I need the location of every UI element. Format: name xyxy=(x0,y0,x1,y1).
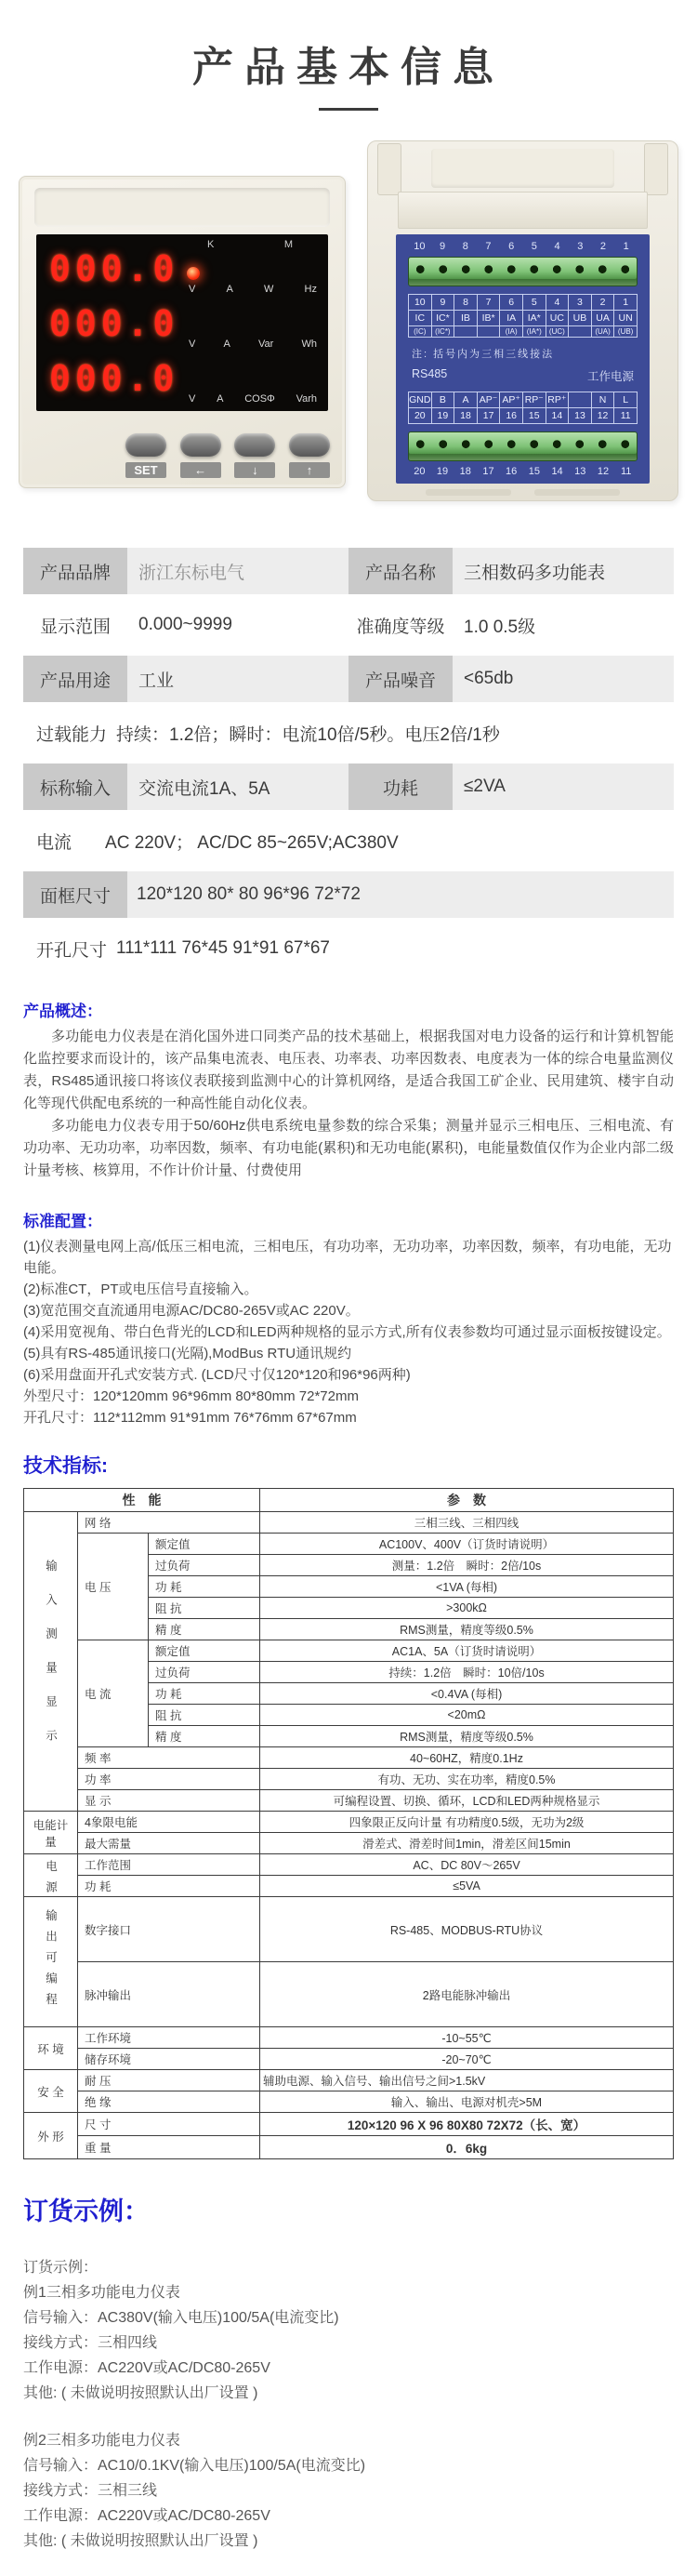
tech-group-programmable-output: 输出可编程 xyxy=(24,1897,78,2027)
tech-group-current: 电 流 xyxy=(78,1640,149,1747)
product-photo-front xyxy=(19,176,346,488)
tech-value: RMS测量，精度等级0.5% xyxy=(260,1619,674,1640)
wiring-cell: (IA*) xyxy=(523,326,546,338)
led-digits: 000.0 xyxy=(49,248,179,289)
info-label: 标称输入 xyxy=(23,764,127,810)
info-label: 产品用途 xyxy=(23,656,127,702)
comm-cell xyxy=(569,392,592,408)
table-header-row xyxy=(24,1489,674,1512)
info-row xyxy=(23,764,674,810)
tech-label: 耐 压 xyxy=(78,2070,260,2091)
order-line: 其他: ( 未做说明按照默认出厂设置 ) xyxy=(23,2533,258,2549)
led-row xyxy=(46,351,319,405)
order-line: 信号输入：AC10/0.1KV(输入电压)100/5A(电流变比) xyxy=(23,2458,366,2474)
wiring-cell xyxy=(478,326,501,338)
info-row xyxy=(23,602,674,648)
terminal-numbers-top xyxy=(408,241,638,252)
comm-table-row xyxy=(409,408,638,424)
rs485-label: RS485 xyxy=(412,367,448,381)
info-row xyxy=(23,656,674,702)
mounting-tab xyxy=(431,149,614,188)
tech-value: 三相三线、三相四线 xyxy=(260,1512,674,1534)
tech-label: 重 量 xyxy=(78,2136,260,2159)
tech-group-safety: 安 全 xyxy=(24,2070,78,2113)
wiring-cell: IA xyxy=(500,311,523,326)
comm-cell: L xyxy=(614,392,638,408)
tech-group-environment: 环 境 xyxy=(24,2027,78,2070)
led-digits: 000.0 xyxy=(49,358,179,399)
terminal-number: 17 xyxy=(482,465,494,477)
tech-label: 工作环境 xyxy=(78,2027,260,2049)
wiring-cell: (UA) xyxy=(592,326,615,338)
wiring-cell: 3 xyxy=(569,295,592,311)
comm-cell: B xyxy=(432,392,455,408)
meter-button xyxy=(234,433,275,457)
order-line: 信号输入：AC380V(输入电压)100/5A(电流变比) xyxy=(23,2310,339,2326)
tech-label: 工作范围 xyxy=(78,1854,260,1876)
standard-config-lines xyxy=(23,1236,674,1428)
meter-button xyxy=(125,433,166,457)
comm-table xyxy=(408,392,638,424)
terminal-number: 8 xyxy=(462,241,468,252)
terminal-number: 6 xyxy=(508,241,515,252)
wiring-cell: (IC*) xyxy=(432,326,455,338)
terminal-number: 12 xyxy=(597,465,610,477)
comm-cell: A xyxy=(454,392,478,408)
comm-cell: 13 xyxy=(569,408,592,424)
info-label: 产品噪音 xyxy=(348,656,453,702)
tech-value: RS-485、MODBUS-RTU协议 xyxy=(260,1897,674,1962)
tech-label: 绝 缘 xyxy=(78,2091,260,2113)
tech-value: 2路电能脉冲输出 xyxy=(260,1962,674,2027)
info-label: 产品名称 xyxy=(348,548,453,594)
wiring-cell: IB xyxy=(454,311,478,326)
terminal-number: 11 xyxy=(620,465,632,477)
unit-label: Varh xyxy=(296,393,317,405)
wiring-cell: IB* xyxy=(478,311,501,326)
product-images xyxy=(0,140,697,520)
info-label: 开孔尺寸 xyxy=(36,940,108,961)
tech-label: 功 耗 xyxy=(149,1683,260,1705)
wiring-cell: IA* xyxy=(523,311,546,326)
tech-label: 网 络 xyxy=(78,1512,260,1534)
info-row xyxy=(23,710,674,756)
tech-label: 功 率 xyxy=(78,1769,260,1790)
overview-paragraph: 多功能电力仪表专用于50/60Hz供电系统电量参数的综合采集；测量并显示三相电压、三相电流、有功功率、无功功率，功率因数，频率、有功电能(累积)和无功电能(累积)，电能量数值仅作为企业内部二级计量考核、核算用，不作计价计量、付费使用 xyxy=(23,1118,674,1178)
tech-value: 有功、无功、实在功率，精度0.5% xyxy=(260,1769,674,1790)
terminal-number: 16 xyxy=(506,465,518,477)
tech-value: 持续：1.2倍 瞬时：10倍/10s xyxy=(260,1662,674,1683)
unit-label: A xyxy=(223,339,230,350)
terminal-number: 13 xyxy=(574,465,586,477)
config-line: (1)仪表测量电网上高/低压三相电流，三相电压，有功功率，无功功率，功率因数，频率，有功电能，无功电能。 xyxy=(23,1239,672,1276)
comm-cell: 12 xyxy=(592,408,615,424)
tech-value: 40~60HZ，精度0.1Hz xyxy=(260,1747,674,1769)
led-row xyxy=(46,241,319,295)
product-info-table xyxy=(23,548,674,972)
tech-label: 功 耗 xyxy=(149,1576,260,1598)
tech-label: 储存环境 xyxy=(78,2049,260,2070)
terminal-block-top xyxy=(408,257,638,286)
tech-group-dimensions: 外 形 xyxy=(24,2113,78,2159)
info-value: 三相数码多功能表 xyxy=(464,563,606,583)
tech-label: 显 示 xyxy=(78,1790,260,1812)
tech-specs-table xyxy=(23,1488,674,2159)
tech-group-power-supply: 电源 xyxy=(24,1854,78,1897)
mounting-clip xyxy=(377,143,401,195)
wiring-cell: UB xyxy=(569,311,592,326)
tech-label: 额定值 xyxy=(149,1640,260,1662)
wiring-cell: 4 xyxy=(546,295,570,311)
wiring-cell: 2 xyxy=(592,295,615,311)
wiring-cell: 8 xyxy=(454,295,478,311)
wiring-table-row xyxy=(409,311,638,326)
order-line: 例2三相多功能电力仪表 xyxy=(23,2433,180,2449)
wiring-cell: (UB) xyxy=(614,326,638,338)
info-row xyxy=(23,871,674,918)
tech-value: AC、DC 80V～265V xyxy=(260,1854,674,1876)
info-value: 交流电流1A、5A xyxy=(138,778,270,799)
product-photo-back xyxy=(367,140,678,501)
meter-button-labels xyxy=(125,462,330,478)
order-line: 订货示例： xyxy=(23,2260,99,2276)
tech-value: ≤5VA xyxy=(260,1876,674,1897)
info-label: 准确度等级 xyxy=(356,617,445,637)
terminal-number: 2 xyxy=(599,241,607,252)
config-line: (3)宽范围交直流通用电源AC/DC80-265V或AC 220V。 xyxy=(23,1303,360,1319)
wiring-note: 注: 括号内为三相三线接法 xyxy=(412,348,555,360)
power-supply-label: 工作电源 xyxy=(586,370,634,384)
terminal-number: 10 xyxy=(414,241,426,252)
wiring-cell: 6 xyxy=(500,295,523,311)
tech-value: -20~70℃ xyxy=(260,2049,674,2070)
wiring-cell: IC xyxy=(409,311,432,326)
comm-cell: N xyxy=(592,392,615,408)
unit-label: A xyxy=(217,393,224,405)
meter-top-slot xyxy=(34,188,330,227)
info-value: <65db xyxy=(464,669,514,688)
meter-button-row xyxy=(125,433,330,457)
wiring-table-row xyxy=(409,295,638,311)
led-digits: 000.0 xyxy=(49,303,179,344)
header-parameter: 参 数 xyxy=(260,1489,674,1512)
overview-section xyxy=(23,998,674,1182)
tech-value: AC1A、5A（订货时请说明） xyxy=(260,1640,674,1662)
tech-label: 功 耗 xyxy=(78,1876,260,1897)
unit-label: A xyxy=(226,284,233,295)
info-row xyxy=(23,925,674,972)
config-line: 开孔尺寸：112*112mm 91*91mm 76*76mm 67*67mm xyxy=(23,1410,357,1426)
interface-labels xyxy=(404,367,641,384)
info-row xyxy=(23,548,674,594)
set-button-label: SET xyxy=(125,462,166,478)
meter-button xyxy=(180,433,221,457)
unit-label: W xyxy=(264,284,274,295)
terminal-number: 19 xyxy=(436,465,449,477)
tech-value: <20mΩ xyxy=(260,1705,674,1726)
standard-config-section xyxy=(23,1208,674,1428)
unit-label: Wh xyxy=(301,339,317,350)
tech-value: RMS测量，精度等级0.5% xyxy=(260,1726,674,1747)
info-value: 0.000~9999 xyxy=(138,615,232,634)
tech-label: 频 率 xyxy=(78,1747,260,1769)
order-line: 工作电源：AC220V或AC/DC80-265V xyxy=(23,2360,270,2376)
wiring-cell: 1 xyxy=(614,295,638,311)
comm-cell: 11 xyxy=(614,408,638,424)
tech-label: 最大需量 xyxy=(78,1833,260,1854)
wiring-cell: 7 xyxy=(478,295,501,311)
comm-cell: RP⁻ xyxy=(523,392,546,408)
overview-heading: 产品概述： xyxy=(23,1003,102,1020)
tech-specs-heading: 技术指标: xyxy=(23,1455,108,1477)
terminal-number: 14 xyxy=(551,465,563,477)
overview-paragraph: 多功能电力仪表是在消化国外进口同类产品的技术基础上，根据我国对电力设备的运行和计算机智能化监控要求而设计的，该产品集电流表、电压表、功率表、功率因数表、电度表为一体的综合电量监测仪表，RS485通讯接口将该仪表联接到监测中心的计算机网络，是适合我国工矿企业、民用建筑、楼宇自动化等现代供配电系统的一种高性能自动化仪表。 xyxy=(23,1029,674,1111)
info-value: 120*120 80* 80 96*96 72*72 xyxy=(137,884,361,904)
info-value: 1.0 0.5级 xyxy=(464,617,536,637)
terminal-number: 3 xyxy=(577,241,584,252)
terminal-number: 9 xyxy=(439,241,446,252)
info-label: 显示范围 xyxy=(39,617,111,637)
wiring-cell: UN xyxy=(614,311,638,326)
led-unit-labels xyxy=(189,339,317,350)
wiring-cell: 10 xyxy=(409,295,432,311)
comm-cell: 20 xyxy=(409,408,432,424)
info-value: ≤2VA xyxy=(464,777,506,796)
tech-label: 阻 抗 xyxy=(149,1705,260,1726)
config-line: (6)采用盘面开孔式安装方式. (LCD尺寸仅120*120和96*96两种) xyxy=(23,1367,411,1383)
title-underline xyxy=(319,108,378,111)
terminal-number: 1 xyxy=(623,241,629,252)
unit-label: COSΦ xyxy=(244,393,275,405)
tech-value: 可编程设置、切换、循环，LCD和LED两种规格显示 xyxy=(260,1790,674,1812)
wiring-cell: (IC) xyxy=(409,326,432,338)
order-example-block-2 xyxy=(23,2428,674,2554)
meter-buttons xyxy=(125,433,330,478)
info-label: 面框尺寸 xyxy=(23,871,127,918)
info-value: 111*111 76*45 91*91 67*67 xyxy=(116,938,330,958)
led-unit-labels xyxy=(189,284,317,295)
tech-label: 4象限电能 xyxy=(78,1812,260,1833)
tech-group-energy-metering: 电能计量 xyxy=(24,1812,78,1854)
tech-value: 辅助电源、输入信号、输出信号之间>1.5kV xyxy=(260,2070,674,2091)
tech-label: 数字接口 xyxy=(78,1897,260,1962)
brand-value: 浙江东标电气 xyxy=(138,563,245,583)
meter-button xyxy=(289,433,330,457)
comm-cell: 16 xyxy=(500,408,523,424)
tech-label: 过负荷 xyxy=(149,1555,260,1576)
wiring-cell: UA xyxy=(592,311,615,326)
info-label: 产品品牌 xyxy=(23,548,127,594)
tech-label: 脉冲输出 xyxy=(78,1962,260,2027)
order-line: 例1三相多功能电力仪表 xyxy=(23,2285,180,2301)
config-line: (5)具有RS-485通讯接口(光隔),ModBus RTU通讯规约 xyxy=(23,1346,352,1361)
comm-table-row xyxy=(409,392,638,408)
order-example-heading: 订货示例： xyxy=(23,2198,149,2225)
tech-value: 输入、输出、电源对机壳>5M xyxy=(260,2091,674,2113)
standard-config-heading: 标准配置： xyxy=(23,1213,102,1230)
info-value: 持续：1.2倍；瞬时：电流10倍/5秒。电压2倍/1秒 xyxy=(116,724,500,745)
tech-value: <1VA (每相) xyxy=(260,1576,674,1598)
info-value: 工业 xyxy=(138,671,175,691)
terminal-number: 15 xyxy=(528,465,540,477)
wiring-table-row xyxy=(409,326,638,338)
terminal-number: 5 xyxy=(531,241,537,252)
terminal-number: 18 xyxy=(459,465,471,477)
wiring-cell: (UC) xyxy=(546,326,570,338)
comm-cell: 19 xyxy=(432,408,455,424)
comm-cell: 18 xyxy=(454,408,478,424)
config-line: 外型尺寸：120*120mm 96*96mm 80*80mm 72*72mm xyxy=(23,1388,359,1404)
tech-label: 阻 抗 xyxy=(149,1598,260,1619)
tech-label: 精 度 xyxy=(149,1726,260,1747)
comm-cell: AP⁻ xyxy=(478,392,501,408)
tech-group-voltage: 电 压 xyxy=(78,1534,149,1640)
wiring-cell: 9 xyxy=(432,295,455,311)
mounting-rail xyxy=(398,192,648,229)
terminal-block-bottom xyxy=(408,432,638,461)
tech-value: 测量：1.2倍 瞬时：2倍/10s xyxy=(260,1555,674,1576)
unit-label: K xyxy=(207,239,215,250)
tech-label: 尺 寸 xyxy=(78,2113,260,2136)
tech-value: <0.4VA (每相) xyxy=(260,1683,674,1705)
page-title: 产品基本信息 xyxy=(192,45,505,90)
wiring-cell: 5 xyxy=(523,295,546,311)
tech-value: 120×120 96 X 96 80X80 72X72（长、宽） xyxy=(260,2113,674,2136)
tech-value: 0．6kg xyxy=(260,2136,674,2159)
tech-label: 精 度 xyxy=(149,1619,260,1640)
info-row xyxy=(23,817,674,864)
order-line: 工作电源：AC220V或AC/DC80-265V xyxy=(23,2508,270,2524)
wiring-table xyxy=(408,294,638,338)
unit-label: V xyxy=(189,393,196,405)
comm-cell: 14 xyxy=(546,408,570,424)
led-row xyxy=(46,296,319,350)
terminal-number: 4 xyxy=(554,241,560,252)
comm-cell: AP⁺ xyxy=(500,392,523,408)
down-arrow-button-label: ↓ xyxy=(234,462,275,478)
up-arrow-button-label: ↑ xyxy=(289,462,330,478)
order-line: 其他: ( 未做说明按照默认出厂设置 ) xyxy=(23,2385,258,2401)
terminal-number: 20 xyxy=(414,465,426,477)
left-arrow-button-label: ← xyxy=(180,462,221,478)
mounting-clip xyxy=(644,143,668,195)
info-label: 电流 xyxy=(36,832,72,853)
terminal-number: 7 xyxy=(485,241,492,252)
info-label: 功耗 xyxy=(348,764,453,810)
config-line: (2)标准CT，PT或电压信号直接输入。 xyxy=(23,1281,258,1297)
overview-paragraphs xyxy=(23,1026,674,1182)
header-performance: 性 能 xyxy=(24,1489,260,1512)
terminal-numbers-bottom xyxy=(408,466,638,477)
unit-label: Var xyxy=(258,339,274,350)
case-feet xyxy=(426,489,620,496)
unit-label: M xyxy=(283,239,293,250)
tech-label: 额定值 xyxy=(149,1534,260,1555)
info-value: AC 220V； AC/DC 85~265V;AC380V xyxy=(105,832,399,853)
tech-group-input-measure-display: 输入测量显示 xyxy=(24,1512,78,1812)
comm-cell: 15 xyxy=(523,408,546,424)
comm-cell: GND xyxy=(409,392,432,408)
wiring-cell: (IA) xyxy=(500,326,523,338)
tech-value: AC100V、400V（订货时请说明） xyxy=(260,1534,674,1555)
tech-label: 过负荷 xyxy=(149,1662,260,1683)
order-example-block-1 xyxy=(23,2255,674,2406)
config-line: (4)采用宽视角、带白色背光的LCD和LED两种规格的显示方式,所有仪表参数均可通过显示面板按键设定。 xyxy=(23,1324,671,1340)
unit-label: V xyxy=(189,339,196,350)
led-unit-labels xyxy=(189,393,317,405)
tech-value: -10~55℃ xyxy=(260,2027,674,2049)
meter-led-display xyxy=(36,234,328,411)
order-line: 接线方式：三相三线 xyxy=(23,2483,158,2499)
unit-label: V xyxy=(189,284,196,295)
wiring-cell xyxy=(569,326,592,338)
info-label: 过载能力 xyxy=(36,724,108,745)
led-indicator-dot xyxy=(187,267,200,280)
led-scale-labels xyxy=(207,239,293,250)
wiring-cell: IC* xyxy=(432,311,455,326)
unit-label: Hz xyxy=(304,284,317,295)
comm-cell: 17 xyxy=(478,408,501,424)
comm-cell: RP⁺ xyxy=(546,392,570,408)
wiring-cell xyxy=(454,326,478,338)
tech-value: 四象限正反向计量 有功精度0.5级，无功为2级 xyxy=(260,1812,674,1833)
order-line: 接线方式：三相四线 xyxy=(23,2335,158,2351)
terminal-panel xyxy=(396,234,650,484)
tech-value: 滑差式、滑差时间1min，滑差区间15min xyxy=(260,1833,674,1854)
tech-value: >300kΩ xyxy=(260,1598,674,1619)
wiring-cell: UC xyxy=(546,311,570,326)
